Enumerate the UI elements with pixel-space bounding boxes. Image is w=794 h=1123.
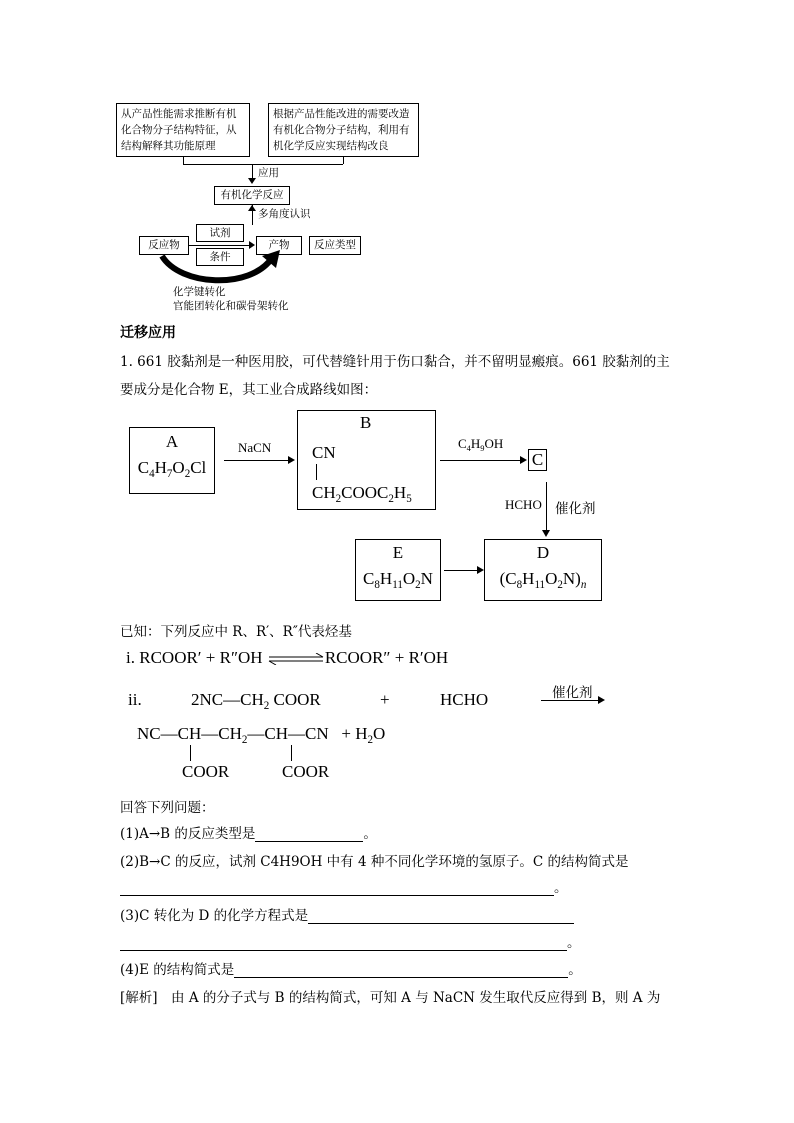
reagent-AB: NaCN bbox=[238, 440, 272, 455]
reagent-CD-left: HCHO bbox=[505, 497, 542, 512]
reaction-ii-catalyst: 催化剂 bbox=[552, 685, 593, 701]
compound-B-bond bbox=[316, 464, 317, 480]
question-2-line: 。 bbox=[120, 876, 568, 896]
bracket-right bbox=[343, 157, 344, 164]
box-reaction-type: 反应类型 bbox=[309, 236, 361, 255]
answer-blank-3b[interactable] bbox=[120, 936, 567, 951]
arrow-AB-head bbox=[288, 456, 295, 464]
reaction-ii-plus: + bbox=[380, 690, 390, 709]
problem-intro-2: 要成分是化合物 E，其工业合成路线如图： bbox=[120, 382, 378, 398]
arrow-DE-head bbox=[477, 566, 484, 574]
box-organic-reaction: 有机化学反应 bbox=[214, 186, 290, 205]
bracket-left bbox=[183, 157, 184, 164]
question-3-line: 。 bbox=[120, 931, 581, 951]
question-1: (1)A→B 的反应类型是 。 bbox=[120, 826, 377, 842]
reagent-BC: $C_4H_9OH$ bbox=[458, 436, 504, 453]
reaction-ii-arrow-head bbox=[598, 696, 605, 704]
arrow-CD-head bbox=[542, 530, 550, 537]
arrow-BC-head bbox=[520, 456, 527, 464]
reaction-ii-reactant: $2NC—CH_2$ COOR bbox=[191, 690, 321, 712]
reaction-ii-hcho: HCHO bbox=[440, 690, 489, 709]
compound-E-label: E bbox=[392, 543, 404, 562]
note-bond: 化学键转化 bbox=[173, 286, 226, 298]
reaction-ii-arrow bbox=[541, 700, 603, 701]
arrow-reactant-product-head bbox=[249, 241, 255, 249]
compound-E-formula: $C_8H_{11}O_2N$ bbox=[363, 569, 433, 591]
arrow-BC bbox=[440, 460, 522, 461]
answer-blank-2[interactable] bbox=[120, 881, 554, 896]
box-reactant: 反应物 bbox=[139, 236, 189, 255]
arrow-CD bbox=[546, 482, 547, 532]
concept-box-right: 根据产品性能改进的需要改造有机化合物分子结构，利用有机化学反应实现结构改良 bbox=[268, 103, 419, 157]
compound-D-box bbox=[484, 539, 602, 601]
reaction-i: i. RCOOR′ + R″OH RCOOR″ + R′OH bbox=[126, 648, 449, 667]
product-coor-left: COOR bbox=[182, 762, 230, 781]
compound-A-label: A bbox=[165, 432, 179, 451]
reaction-ii-label: ii. bbox=[128, 690, 142, 709]
compound-C-box: C bbox=[528, 449, 547, 471]
product-bond-right bbox=[291, 745, 292, 761]
section-title: 迁移应用 bbox=[120, 325, 176, 341]
box-reagent: 试剂 bbox=[196, 224, 244, 242]
known-title: 已知：下列反应中 R、R′、R″代表烃基 bbox=[120, 624, 352, 640]
compound-B-box bbox=[297, 410, 436, 510]
compound-B-label: B bbox=[360, 413, 372, 432]
answer-blank-3a[interactable] bbox=[308, 909, 574, 924]
compound-D-formula: $(C_8H_{11}O_2N)_n$ bbox=[499, 569, 587, 591]
arrow-AB bbox=[224, 460, 290, 461]
answer-blank-1[interactable] bbox=[255, 827, 363, 842]
product-coor-right: COOR bbox=[282, 762, 330, 781]
box-condition: 条件 bbox=[196, 248, 244, 266]
compound-B-cn: CN bbox=[312, 443, 336, 462]
question-4: (4)E 的结构简式是 。 bbox=[120, 962, 582, 978]
answer-blank-4[interactable] bbox=[234, 963, 568, 978]
compound-A-box bbox=[129, 427, 215, 494]
problem-intro-1: 1. 661 胶黏剂是一种医用胶，可代替缝针用于伤口黏合，并不留明显瘢痕。661 胶黏剂的主 bbox=[120, 354, 670, 370]
concept-box-left: 从产品性能需求推断有机化合物分子结构特征，从结构解释其功能原理 bbox=[116, 103, 250, 157]
compound-E-box bbox=[355, 539, 441, 601]
compound-D-label: D bbox=[536, 543, 550, 562]
question-3: (3)C 转化为 D 的化学方程式是 bbox=[120, 904, 574, 924]
questions-lead: 回答下列问题： bbox=[120, 800, 215, 816]
product-bond-left bbox=[190, 745, 191, 761]
arrow-reactant-product bbox=[189, 245, 251, 246]
label-apply: 应用 bbox=[258, 167, 279, 179]
reaction-ii-product: $NC—CH—CH_2—CH—CN + H_2O$ bbox=[137, 724, 386, 746]
reagent-CD-right: 催化剂 bbox=[555, 501, 596, 517]
note-group: 官能团转化和碳骨架转化 bbox=[173, 300, 289, 312]
compound-B-chain: $CH_2COOC_2H_5$ bbox=[312, 483, 412, 505]
arrow-multi-head bbox=[248, 205, 256, 211]
compound-A-formula: $C_4H_7O_2Cl$ bbox=[137, 458, 207, 480]
box-product: 产物 bbox=[256, 236, 302, 255]
equilibrium-arrow-icon bbox=[268, 653, 324, 665]
question-2: (2)B→C 的反应，试剂 C4H9OH 中有 4 种不同化学环境的氢原子。C 的结构简式是 bbox=[120, 854, 629, 870]
label-multi: 多角度认识 bbox=[258, 208, 311, 220]
arrow-apply-head bbox=[248, 178, 256, 184]
analysis-text: [解析] 由 A 的分子式与 B 的结构简式，可知 A 与 NaCN 发生取代反应得到 B，则 A 为 bbox=[120, 990, 661, 1006]
